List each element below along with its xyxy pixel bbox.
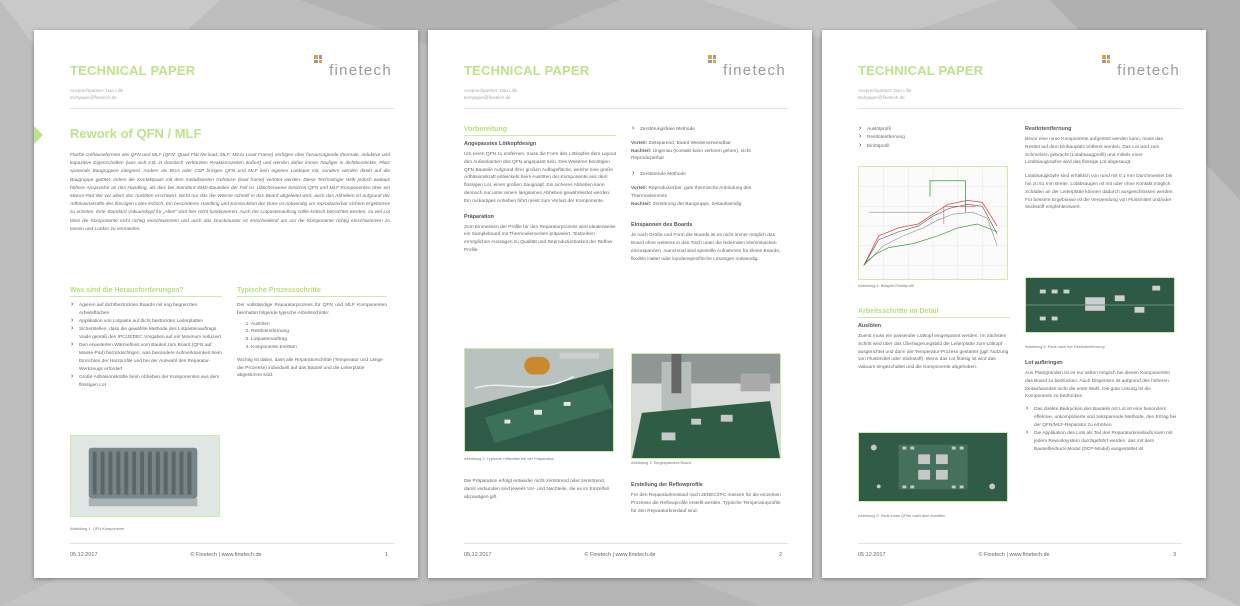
method1-con: Nachteil: Ungenau (Kontakt kann verloren gehen), nicht Reproduzierbar [631,148,751,162]
einspannen-paragraph: Je nach Größe und Form der Boards ist es nicht immer möglich das Board ohne weiteres in den Tisch unter die federnden Klemmbacken einzuspannen, manchmal sind spezielle Aufnahmen für kleine Boards, flexible Halter oder kundenspezifische Lösungen notwendig. [631,233,781,262]
page-header-contact: Ansprechpartner: Dan Lille techpaper@finetech.de [70,88,124,100]
title-marker-icon [34,126,43,144]
page-header-title: TECHNICAL PAPER [70,63,196,78]
finetech-logo: finetech [302,53,392,83]
method2-pro: Vorteil: Reproduzierbar, gute thermische Anbindung des Thermoelements [631,185,752,199]
list-item: › Den erweiterten Wärmefluss vom Bauteil zum Board (QFN auf Masse-Pad) berücksichtigen, was besondere Aufmerksamkeit beim Einrichten der Heizprofile und bei der Auswahl des Reparatur-Werkzeugs erfordert [70,342,222,373]
footer-divider [70,543,394,544]
preparation-tools-photo [464,348,614,452]
footer-divider [858,543,1182,544]
list-item: › Agieren auf dichtbestückten Boards mit eng begrenzten Arbeitsflächen [70,302,222,318]
restlot-subheading: Restlotentfernung [1025,126,1072,132]
list-item: › Einlötprofil [858,143,1008,151]
praeparation-note: Die Präparation erfolgt entweder nicht-zerstörend oder zerstörend, damit verbunden sind jeweils Vor- und Nachteile, die es im Einzelfall abzuwägen gilt. [464,479,609,500]
profile-list [858,126,1008,150]
list-item: 1. Auslöten [251,321,387,329]
list-item: › Auslötprofil [858,126,1008,134]
qfn-pads-photo [858,432,1008,502]
page-header-contact: Ansprechpartner: Dan Lille techpaper@finetech.de [858,88,912,100]
detail-heading: Arbeitsschritte im Detail [858,308,1010,318]
lot-column [1025,360,1177,454]
preparation-heading: Vorbereitung [464,126,616,136]
page-header-contact: Ansprechpartner: Dan Lille techpaper@finetech.de [464,88,518,100]
footer-copyright: © Finetech | www.finetech.de [190,552,262,558]
solder-profile-chart [858,166,1008,280]
reflow-subheading: Erstellung der Reflowprofile [631,482,703,488]
ausloeten-subheading: Auslöten [858,323,882,329]
qfn-component-photo [70,435,220,517]
method-item-destructive: › Zerstörende Methode [631,171,783,179]
method2-con: Nachteil: Zerstörung der Baugruppe, Zeitaufwendig [631,201,742,207]
figure-caption-1: Abbildung 1: QFN-Komponente [70,526,125,531]
logo-mark-icon [314,55,322,63]
clamped-board-photo [631,353,781,459]
lot-paragraph: Aus Platzgründen ist es nur selten möglich bei diesen Komponenten das Board zu bedrucken. Auch Dispensen ist aufgrund des höheren Zeitaufwandes nicht die erste Wahl. Die gute Lösung ist die Komponente zu bedrucken. [1025,371,1171,400]
finetech-logo: finetech [1090,53,1180,83]
header-divider [464,108,788,109]
einspannen-subheading: Einspannen des Boards [631,222,693,229]
figure-caption-2: Abbildung 2: Typische Hilfsmittel bei der Präparation [464,456,555,461]
restlot-paragraph-2: Lotabsaugköpfe sind erhältlich von rund mit 0,1 mm Durchmesser bis hin zu 51 mm Breite. Lotabsaugen ist mit oder ohne Kontakt möglich. Schäden an der Leiterplatte können dadurch ausgeschlossen werden. Für bessere Ergebnisse ist die Verwendung von Flussmittel und/oder Stickstoff empfehlenswert. [1025,174,1174,211]
page-number: 2 [778,552,782,558]
footer-date: 05.12.2017 [858,552,886,558]
page-number: 3 [1172,552,1176,558]
methods-column [631,126,783,264]
figure-caption-4: Abbildung 4: Beispiel Einlötprofil [858,283,914,288]
list-item: › Restlotentfernung [858,134,1008,142]
pads-after-cleaning-photo [1025,277,1175,333]
ausloeten-paragraph: Zuerst muss ein passender Lötkopf eingespannt werden. Im nächsten Schritt wird über das Überlagerungsbild die Leiterplatte zum Lötkopf ausgerichtet und dann der Temperatur-Prozess gestartet (ggf. Nutzung von Flussmittel oder Stickstoff). Wenn das Lot flüssig ist wird das Vakuum eingeschaltet und die Komponente abgehoben. [858,334,1009,371]
profile-list-block [858,126,1008,151]
lot-subheading: Lot aufbringen [1025,360,1063,366]
method-list-1 [631,126,783,134]
list-item: 4. Komponente Einlöten [251,344,387,352]
lot-bullets [1025,406,1177,453]
design-subheading: Angepasstes Lötkopfdesign [464,141,537,147]
praeparation-subheading: Präparation [464,213,494,220]
logo-mark-icon [708,55,716,63]
process-intro: Der vollständige Reparaturprozess für QFN und MLF Komponenten beinhaltet folgende typische Arbeitsschritte: [237,303,387,316]
list-item: › Applikation von Lotpaste auf dicht bestückten Leiterplatten [70,318,222,326]
header-divider [70,108,394,109]
restlot-paragraph-1: Bevor eine neue Komponente aufgelötet werden kann, muss das Restlot auf dem Einbauplatz entfernt werden. Das Lot wird zum Schmelzen gebracht (Lotabsaugprofil) und mittels einer Lotabsaugkopfes wird das flüssige Lot abgesaugt. [1025,137,1163,166]
document-title: Rework of QFN / MLF [70,126,202,141]
challenges-section [70,287,222,390]
design-paragraph: Um einen QFN zu entfernen, muss die Form des Lötkopfes dem Layout den Außenkanten des QFN angepasst sein. Des Weiteren benötigen QFN Bauteile Aufgrund ihrer großen Auflagefläche, welche eine große Adhäsionskraft entwickeln beim Auslöten der Komponente aus dem flüssigen Lot, einen großen Saugnapf. Ein sicheres Abheben kann dennoch nur unter einem langsamen Abheben gewährleistet werden. Ein ruckartiges Anheben führt meist zum Verlust der Komponente. [464,152,616,204]
page-header-title: TECHNICAL PAPER [464,63,590,78]
challenges-list [70,302,222,390]
document-page-3 [822,30,1206,578]
header-divider [858,108,1182,109]
footer-date: 05.12.2017 [70,552,98,558]
detail-column [858,308,1010,372]
method-item-nondestructive: › Zerstörungsfreie Methode [631,126,783,134]
list-item: › Sicherstellen, dass die gewählte Methode des Lotpastenauftrags Voids gemäß den IPC/JEDEC Vorgaben auf ein Minimum reduziert [70,326,222,342]
method1-pro: Vorteil: Zeitsparend, Board Wiederverwendbar [631,140,731,146]
praeparation-note-block [464,478,614,501]
figure-caption-3: Abbildung 3: Eingespanntes Board [631,460,691,465]
process-steps-list [237,321,387,352]
list-item: 3. Lotpastenauftrag [251,336,387,344]
intro-paragraph: Flache Gehäuseformen wie QFN und MLF (QFN: Quad Flat No-lead, MLF: Micro Lead Frame) verfügen über herausragende thermale, induktive und kapazitive Eigenschaften (was sich z.B. in drastisch verkürzten Reaktionszeiten äußert) und werden daher immer häufiger in dichtbestückte, Platz sparende Baugruppen integriert. Anders als BGA oder CSP bringen QFN und MLF kein eigenes Lotdepot mit, sondern werden direkt auf die Baugruppe gelötet, indem die Kontaktpads mit dem metallisierten Gehäuse (lead frame) verlötet werden. Diese Technologie stellt jedoch weitaus höhere Ansprüche an das Handling, als dies bei Standard-SMD-Bauteilen der Fall ist. Üblicherweise besitzen QFN und MLF Komponenten über ein Masse-Pad der vor allem das Auslöten erschwert. Nicht nur das die Wärme schnell in das Board abgeleitet wird, auch das Abheben ist aufgrund der Adhäsionskräfte des flüssigen Lotes kritisch. Ein besonderes Handling und Konstruktion der Düse ist notwendig um reproduzierbar sichere Ergebnisse zu erzielen. Eine Standard Vakuumkopf für „Allen“ wird hier nicht funktionieren. Auch der Lotpastenauftrag sollte kritisch betrachtet werden, zu viel Lot lässt die Komponente nicht richtig einschwimmen und auch das Druckmuster ist entscheidend um um die Komponente richtig einschwimmen zu lassen und Lunker zu vermeiden. [70,153,390,232]
footer-copyright: © Finetech | www.finetech.de [584,552,656,558]
reflow-section [631,482,783,515]
footer-copyright: © Finetech | www.finetech.de [978,552,1050,558]
method-list-2 [631,171,783,179]
list-item: › Die Applikation des Lots als Teil des Reparaturkreislaufs kann mit jedem Reworksystem durchgeführt werden, das mit dem Bauteilbedruck-Modul (DCP-Modul) ausgestattet ist [1025,430,1177,453]
list-item: 2. Restlotentfernung [251,328,387,336]
logo-mark-icon [1102,55,1110,63]
restlot-column [1025,126,1177,212]
document-page-1 [34,30,418,578]
footer-date: 05.12.2017 [464,552,492,558]
list-item: › Das direkte Bedrucken des Bauteils mit Lot ist eine besonders effektive, unkomplizierte und zeitsparende Methode, den Ertrag bei der QFN/MLF-Reparatur zu erhöhen [1025,406,1177,429]
process-note: Wichtig ist dabei, dass alle Reparaturschritte (Temperatur und Länge der Prozesse) individuell auf das Bauteil und die Leiterplatte abgestimmt sind. [237,357,383,379]
challenges-heading: Was sind die Herausforderungen? [70,287,222,297]
process-section [237,287,387,380]
praeparation-paragraph: Zum Einmessen der Profile für den Reparaturprozess wird idealerweise ein Sampleboard mit Thermoelementen präpariert. Testreihen ermöglichen Aussagen zu Qualität und Reproduzierbarkeit der Reflow Profile. [464,224,616,253]
document-page-2 [428,30,812,578]
figure-caption-5: Abbildung 5: Pads eines QFNs nach dem Auslöten [858,513,946,518]
preparation-column [464,126,616,255]
page-number: 1 [384,552,388,558]
page-header-title: TECHNICAL PAPER [858,63,984,78]
process-heading: Typische Prozessschritte [237,287,387,297]
list-item: › Große Adhäsionskräfte beim Abheben der Komponenten aus dem flüssigen Lot [70,374,222,390]
finetech-logo: finetech [696,53,786,83]
footer-divider [464,543,788,544]
figure-caption-6: Abbildung 6: Pads nach der Restlotentfernung [1025,344,1105,349]
reflow-paragraph: Für den Reparaturkreislauf nach JEDEC/IPC müssen für die einzelnen Prozesse die Reflowprofile erstellt werden. Typische Temperaturprofile für den Reparaturkreislauf sind: [631,493,781,514]
